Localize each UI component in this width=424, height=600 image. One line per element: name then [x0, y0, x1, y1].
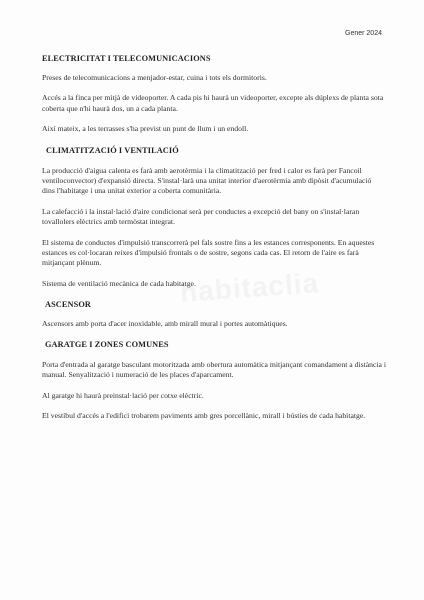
paragraph-porta-garatge: Porta d'entrada al garatge basculant motoritzada amb obertura automàtica mitjançant comandament a distància i manual. Senyalització i numeració de les places d'aparcament. — [42, 359, 386, 380]
paragraph-videoporter: Accés a la finca per mitjà de videoporter. A cada pis hi haurà un videoporter, excepte als dúplexs de planta sota coberta que n'hi haurà dos, un a cada planta. — [42, 93, 384, 113]
paragraph-aerotermia: La producció d'aigua calenta es farà amb aerotèrmia i la climatització per fred i calor es farà per Fancoil ventiloconvector) d'expansió directa. S'instal·larà una unitat interior d'aerotèrmia amb dipòsit d'acumulació dins l'habitatge i una unitat exterior a coberta comunitària. — [42, 165, 372, 196]
section-title-ascensor: ASCENSOR — [45, 300, 91, 310]
document-date: Gener 2024 — [345, 30, 382, 37]
paragraph-ventilacio: Sistema de ventilació mecànica de cada habitatge. — [42, 278, 196, 288]
paragraph-terraces: Així mateix, a les terrasses s'ha previst un punt de llum i un endoll. — [42, 124, 249, 134]
paragraph-telecom-outlets: Preses de telecomunicacions a menjador-estar, cuina i tots els dormitoris. — [42, 73, 267, 82]
scan-edge — [6, 40, 10, 560]
paragraph-calefaccio: La calefacció i la instal·lació d'aire condicionat serà per conductes a excepció del bany on s'instal·laran tovallolers elèctrics amb termòstat integrat. — [42, 206, 360, 227]
paragraph-ascensors: Ascensors amb porta d'acer inoxidable, amb mirall mural i portes automàtiques. — [42, 319, 288, 329]
watermark: habitaclia — [179, 267, 321, 308]
section-title-climatitzacio: CLIMATITZACIÓ I VENTILACIÓ — [46, 145, 179, 155]
section-title-electricitat: ELECTRICITAT I TELECOMUNICACIONS — [42, 54, 211, 63]
paragraph-cotxe-electric: Al garatge hi haurà preinstal·lació per cotxe elèctric. — [42, 390, 204, 400]
document-content — [42, 54, 386, 421]
paragraph-conductes: El sistema de conductes d'impulsió transcorrerà pel fals sostre fins a les estances corresponents. En aquestes estances es col·locaran reixes d'impulsió frontals o de sostre, segons cada cas. El retorn de l'aire es farà mitjançant plènum. — [42, 237, 375, 268]
section-title-garatge: GARATGE I ZONES COMUNES — [45, 339, 169, 349]
paragraph-vestibul: El vestíbul d'accés a l'edifici trobarem paviments amb gres porcellànic, mirall i bústies de cada habitatge. — [42, 410, 366, 420]
